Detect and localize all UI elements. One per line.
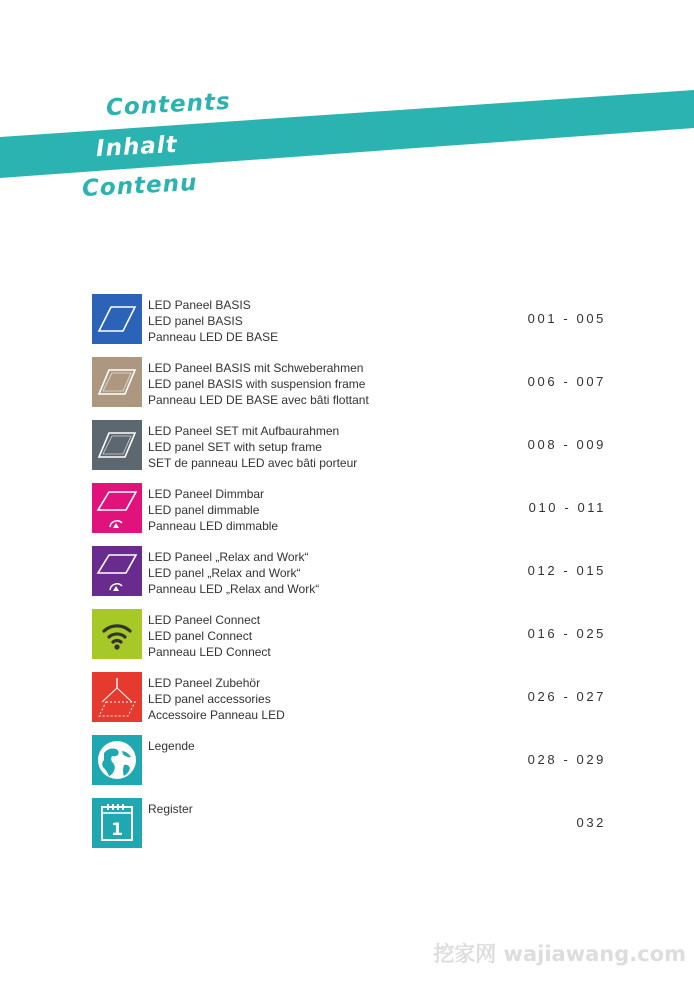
toc-entry[interactable] — [92, 420, 612, 470]
toc-entry[interactable] — [92, 609, 612, 659]
globe-icon — [92, 735, 142, 785]
teal-banner — [0, 0, 694, 260]
page-range: 016 - 025 — [527, 626, 606, 641]
entry-title-line: LED panel BASIS — [148, 314, 243, 328]
page-range: 006 - 007 — [527, 374, 606, 389]
page-range: 026 - 027 — [527, 689, 606, 704]
page-range: 001 - 005 — [527, 311, 606, 326]
entry-title-line: Panneau LED dimmable — [148, 519, 279, 533]
entry-title-line: LED Paneel BASIS — [148, 298, 251, 312]
wifi-icon — [92, 609, 142, 659]
heading-german: Inhalt — [95, 131, 179, 163]
entry-titles — [148, 612, 478, 660]
toc-entry[interactable] — [92, 672, 612, 722]
watermark: 挖家网 wajiawang.com — [433, 942, 686, 966]
page-range: 032 — [576, 815, 606, 830]
toc-entry[interactable] — [92, 735, 612, 785]
entry-title-line: Legende — [148, 739, 195, 753]
panel-frame-icon — [92, 357, 142, 407]
entry-titles — [148, 486, 478, 534]
panel-frame-icon — [92, 420, 142, 470]
calendar-icon — [92, 798, 142, 848]
entry-title-line: Panneau LED „Relax and Work“ — [148, 582, 320, 596]
svg-text:1: 1 — [111, 820, 123, 840]
toc-entry[interactable] — [92, 546, 612, 596]
entry-titles — [148, 801, 478, 817]
suspension-icon — [92, 672, 142, 722]
panel-icon — [92, 294, 142, 344]
entry-titles — [148, 423, 478, 471]
panel-dimmer-icon — [92, 483, 142, 533]
heading-french: Contenu — [81, 169, 199, 203]
entry-title-line: LED Paneel Dimmbar — [148, 487, 265, 501]
toc-entry[interactable] — [92, 798, 612, 848]
page-range: 008 - 009 — [527, 437, 606, 452]
entry-title-line: LED panel SET with setup frame — [148, 440, 322, 454]
entry-title-line: LED Paneel SET mit Aufbaurahmen — [148, 424, 340, 438]
entry-title-line: Panneau LED DE BASE — [148, 330, 279, 344]
entry-titles — [148, 675, 478, 723]
entry-title-line: Accessoire Panneau LED — [148, 708, 285, 722]
entry-title-line: LED panel BASIS with suspension frame — [148, 377, 366, 391]
entry-title-line: LED panel accessories — [148, 692, 271, 706]
entry-title-line: LED Paneel BASIS mit Schweberahmen — [148, 361, 364, 375]
entry-titles — [148, 360, 478, 408]
page-range: 010 - 011 — [528, 500, 606, 515]
heading-english: Contents — [105, 88, 232, 122]
entry-title-line: LED Paneel „Relax and Work“ — [148, 550, 309, 564]
entry-title-line: LED Paneel Zubehör — [148, 676, 261, 690]
toc-entry[interactable] — [92, 357, 612, 407]
entry-title-line: LED panel dimmable — [148, 503, 260, 517]
entry-title-line: Panneau LED DE BASE avec bâti flottant — [148, 393, 369, 407]
toc-entry[interactable] — [92, 294, 612, 344]
entry-title-line: Register — [148, 802, 193, 816]
entry-title-line: LED panel „Relax and Work“ — [148, 566, 301, 580]
entry-title-line: Panneau LED Connect — [148, 645, 271, 659]
panel-dimmer-icon — [92, 546, 142, 596]
entry-title-line: SET de panneau LED avec bâti porteur — [148, 456, 358, 470]
entry-title-line: LED Paneel Connect — [148, 613, 261, 627]
page-range: 012 - 015 — [527, 563, 606, 578]
entry-titles — [148, 549, 478, 597]
entry-title-line: LED panel Connect — [148, 629, 253, 643]
entry-titles — [148, 297, 478, 345]
entry-titles — [148, 738, 478, 754]
table-of-contents — [92, 294, 612, 861]
toc-entry[interactable] — [92, 483, 612, 533]
page-range: 028 - 029 — [527, 752, 606, 767]
